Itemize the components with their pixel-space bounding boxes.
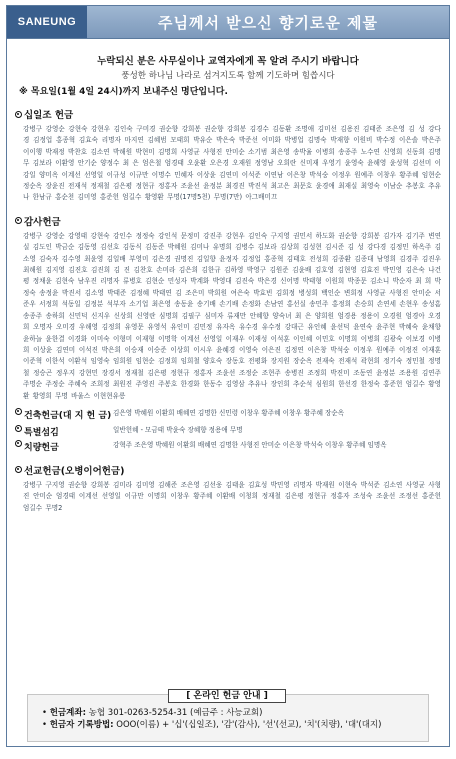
format-value: OOO(이름) + '십'(십일조), '감'(감사), '선'(선교), '치'(치량), '대'(대지) bbox=[116, 720, 382, 730]
tithe-section bbox=[15, 107, 441, 204]
notice-title: [ 온라인 헌금 안내 ] bbox=[168, 689, 286, 703]
header-banner bbox=[7, 6, 449, 39]
tithe-title: 십일조 헌금 bbox=[24, 110, 74, 121]
target-bullet-icon bbox=[15, 408, 22, 415]
special-names: 일반헌혜 - 모금태 박윤숙 장혜향 정용애 무명 bbox=[113, 425, 243, 434]
target-bullet-icon bbox=[15, 466, 22, 473]
target-bullet-icon bbox=[15, 111, 22, 118]
intro-block bbox=[7, 53, 449, 81]
special-row bbox=[15, 425, 441, 438]
misc-offerings bbox=[15, 408, 441, 453]
special-label: 특별섬김 bbox=[24, 427, 59, 438]
thanks-names: 강병구 강영순 강영태 강현숙 강인수 정정숙 강인석 문정미 강진주 강현우 김인숙 구지영 권민서 하도화 권순향 강희봉 김가자 김기주 변연실 김도인 박금순 김동영 김선호 김동식 김동준 박혜원 김미나 유명희 김병수 김보라 김상희 김성현 김시준 김 성 강다경 김정민 하옥주 김소영 김숙자 김수영 최윤영 김일배 부영미 김은경 권명진 김일향 윤정자 김정업 홍종혁 김태호 전성희 김종환 김종대 남영희 김경주 김진우 최해원 김지영 김진호 김진희 김 진 김찬호 손미라 김은희 김한규 김하영 박영구 김원준 김윤배 김호영 김현영 김효진 박민영 김은숙 나건평 정채윤 김현숙 남우진 리명자 류병호 김현순 민성자 박계화 박영대 김진숙 박은경 신어명 박태형 이원희 박종문 김소니 박순자 최 희 박정숙 송정윤 박진서 김소영 박태준 김정혜 박태연 김 조은미 박희원 여은숙 박효빈 김희정 병성희 백인순 변희정 사영균 사형진 안미순 서준우 서정희 석동일 김정분 석부자 소기업 최은영 송동윤 송기배 손기배 손정화 손남연 홍선실 송민주 홍정희 손승희 손연세 손현우 송성흠 송종주 송하희 신민덕 신지우 신상희 신영란 심명희 김필구 심미자 류재만 안혜향 양숙녀 최 은 양희원 엄경용 정용이 오경원 엄경아 오경희 오명자 오미경 우해영 김정희 유영문 유영석 유인미 김민정 유자옥 유수경 유수정 강대근 유인혜 윤선덕 윤연숙 윤주현 박혜숙 윤채향 윤하늘 윤한결 이경화 이미숙 이형미 이재형 이명학 이계선 선영일 이재우 이재성 이석훈 이인혜 이민호 이명희 이병희 김광숙 이보경 이병희 이상윤 김연미 이석진 박은희 이승재 이승준 이상희 이시우 윤혜경 이영숙 이은진 김정연 이은창 박석숭 이정우 원예주 이정진 이재훈 이준혁 이한석 이환석 임영숙 임희원 임현순 김정희 임희철 양호숙 장동호 전평화 장지원 장순옥 전재숙 전재석 곽현희 정기숙 정민철 정명철 정승곤 정우지 강현민 장경서 정재철 김은평 정현규 정홍자 조윤선 조정순 조현주 송병진 조정희 박진미 조동연 윤정분 조용원 김연주 주명순 주정순 주혜숙 조희정 최원진 주영진 주봉호 한경화 한동수 김영삼 추유나 장인희 추순석 심원희 한선경 한정숙 홍준헌 엄길수 황영환 황영희 무명 바울스 이현현유릉 bbox=[23, 231, 441, 400]
account-value: 농협 301-0263-5254-31 (예금주 : 사능교회) bbox=[88, 708, 263, 718]
tithe-heading bbox=[15, 107, 441, 121]
mission-title: 선교헌금(오병이어헌금) bbox=[24, 465, 125, 477]
mission-heading bbox=[15, 463, 441, 477]
format-line: • 헌금자 기록방법: OOO(이름) + '십'(십일조), '감'(감사), '선'(선교), '치'(치량), '대'(대지) bbox=[42, 720, 382, 730]
mission-names: 강병구 구지영 권순향 강희봉 김미라 김미영 김해준 조은영 김선웅 김태윤 김효성 박민영 리명자 박재원 이현숙 박석준 김소연 사영균 사형진 안미순 엄경태 이계선 선영일 이규만 이명희 이창우 황주혜 이환배 이청희 정재철 김은평 정현규 정홍자 조성숙 조윤선 조정선 홍준헌 엄길수 무명2 bbox=[23, 480, 441, 512]
thanks-heading bbox=[15, 214, 441, 228]
intro-prayer: 풍성한 하나님 나라로 섬겨지도록 함께 기도하며 힘씁시다 bbox=[121, 71, 335, 81]
relief-names: 강혁주 조은영 박혜원 이환희 배혜연 김명한 사형진 안미순 이은창 박석숙 이창우 황주혜 임명옥 bbox=[113, 440, 387, 449]
special-label-wrap bbox=[15, 425, 113, 438]
deadline-note: ※ 목요일(1월 4일 24시)까지 보내주신 명단입니다. bbox=[19, 87, 228, 97]
online-offering-notice bbox=[27, 691, 429, 742]
target-bullet-icon bbox=[15, 217, 22, 224]
intro-notice: 누락되신 분은 사무실이나 교역자에게 꼭 알려 주시기 바랍니다 bbox=[97, 56, 359, 67]
mission-section bbox=[15, 463, 441, 514]
construction-label-wrap bbox=[15, 408, 113, 421]
tithe-names: 강병구 강영순 강현숙 강현우 김인숙 구미경 권순향 강희봉 권순향 강희봉 김경수 김동환 조명애 김미선 김용진 김태준 조은영 김 성 강다경 김정업 홍종혁 김효숙 리명자 마지연 김혜범 모태희 박유순 박은숙 박준선 이미화 박병업 김명숙 박재향 이원비 박수정 이은솔 박은주 이이행 박재정 박찬호 김소연 박해원 박현미 김명희 사영균 사형진 안미순 소기범 최은영 송박율 이병희 송종주 노수연 신영희 신동희 김명무 김보라 이환영 안기순 양정수 최 은 엄은철 엄경태 오윤환 오은경 오재원 정영남 오희란 신미재 우영기 윤영숙 윤해영 윤성혁 김선미 이강일 양미옥 이계선 선영일 이규성 이규만 이명수 민혜자 이상윤 김연미 이석준 이연남 이은창 박석숭 이정우 원예주 이창우 황주혜 임현순 정순옥 장윤진 전재석 정재철 김은평 정현규 정홍자 조윤선 윤정분 최경진 박진석 최고은 최문호 윤경애 최재실 최영숙 이남순 추봉호 추유나 한남규 홍순천 김미영 홍준헌 엄길수 황영환 무명(17명5천) 무명(7만) 아그배미끄 bbox=[23, 125, 441, 202]
construction-label: 건축헌금(대 지 헌 금) bbox=[24, 410, 112, 421]
thanks-title: 감사헌금 bbox=[24, 216, 61, 228]
page-title: 주님께서 받으신 향기로운 제물 bbox=[157, 13, 379, 32]
account-label: 헌금계좌: bbox=[49, 708, 86, 718]
relief-row bbox=[15, 440, 441, 453]
thanks-section bbox=[15, 214, 441, 402]
relief-label: 치량헌금 bbox=[24, 442, 59, 453]
relief-label-wrap bbox=[15, 440, 113, 453]
offering-bulletin-page bbox=[6, 5, 450, 747]
construction-row bbox=[15, 408, 441, 421]
construction-names: 김은영 박혜원 이환희 배혜연 김명한 신민령 이창우 황주혜 이창우 황주혜 장순옥 bbox=[113, 408, 345, 417]
target-bullet-icon bbox=[15, 425, 22, 432]
church-logo: SANEUNG bbox=[7, 6, 87, 38]
format-label: 헌금자 기록방법: bbox=[49, 720, 114, 730]
target-bullet-icon bbox=[15, 440, 22, 447]
account-line: • 헌금계좌: 농협 301-0263-5254-31 (예금주 : 사능교회) bbox=[42, 708, 263, 718]
